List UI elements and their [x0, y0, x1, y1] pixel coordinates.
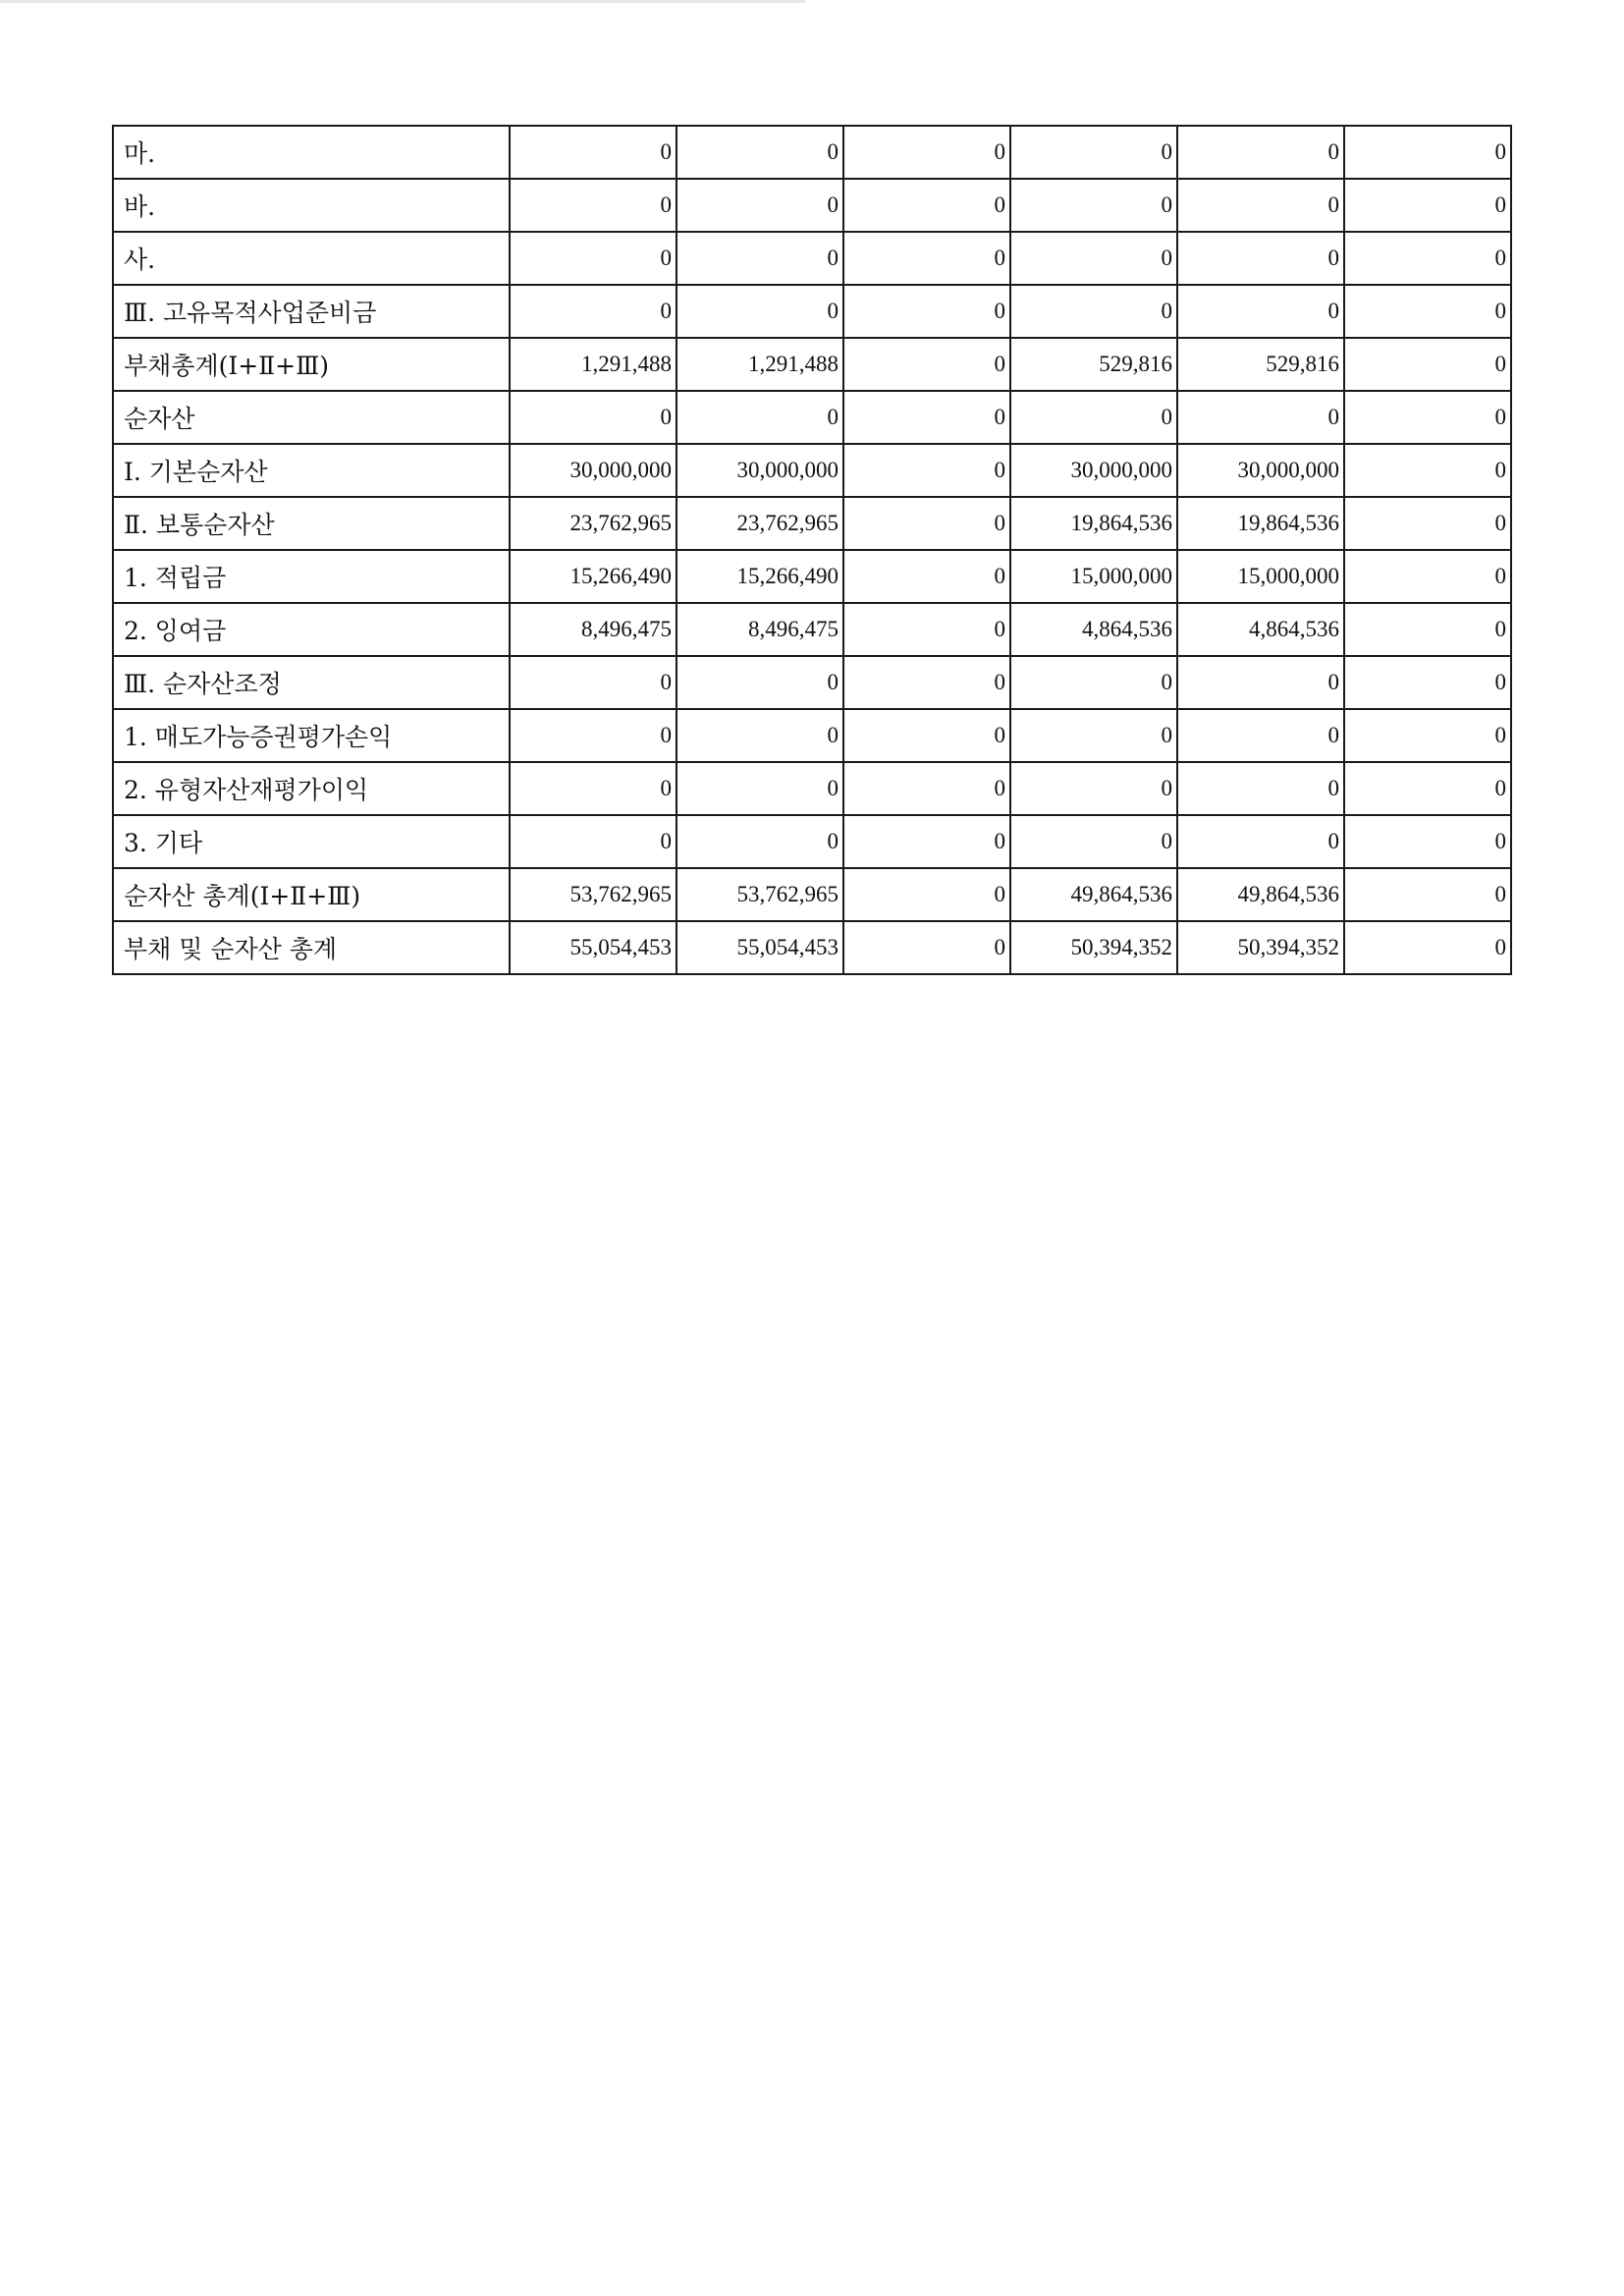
amount-cell: 1,291,488 [510, 338, 677, 391]
row-label: 부채총계(Ⅰ+Ⅱ+Ⅲ) [113, 338, 510, 391]
amount-cell: 15,000,000 [1010, 550, 1177, 603]
amount-cell: 529,816 [1010, 338, 1177, 391]
amount-cell: 0 [843, 656, 1010, 709]
amount-cell: 0 [843, 603, 1010, 656]
table-row [113, 709, 1511, 762]
table-row [113, 656, 1511, 709]
table-row [113, 444, 1511, 497]
amount-cell: 50,394,352 [1177, 921, 1344, 974]
row-label: 순자산 [113, 391, 510, 444]
amount-cell: 0 [843, 921, 1010, 974]
amount-cell: 30,000,000 [1010, 444, 1177, 497]
row-label: 바. [113, 179, 510, 232]
table-row [113, 550, 1511, 603]
amount-cell: 0 [1344, 126, 1511, 179]
amount-cell: 0 [843, 338, 1010, 391]
amount-cell: 0 [677, 815, 843, 868]
amount-cell: 0 [677, 391, 843, 444]
amount-cell: 0 [1344, 709, 1511, 762]
row-label: 2. 유형자산재평가이익 [113, 762, 510, 815]
table-row [113, 126, 1511, 179]
amount-cell: 15,266,490 [510, 550, 677, 603]
amount-cell: 0 [843, 868, 1010, 921]
amount-cell: 0 [510, 179, 677, 232]
amount-cell: 19,864,536 [1010, 497, 1177, 550]
amount-cell: 0 [677, 126, 843, 179]
amount-cell: 0 [1344, 868, 1511, 921]
table-row [113, 232, 1511, 285]
amount-cell: 0 [677, 285, 843, 338]
amount-cell: 0 [1344, 550, 1511, 603]
amount-cell: 0 [510, 285, 677, 338]
amount-cell: 8,496,475 [510, 603, 677, 656]
row-label: 사. [113, 232, 510, 285]
amount-cell: 0 [843, 497, 1010, 550]
row-label: Ⅰ. 기본순자산 [113, 444, 510, 497]
table-row [113, 391, 1511, 444]
amount-cell: 0 [1177, 391, 1344, 444]
amount-cell: 0 [843, 815, 1010, 868]
row-label: 1. 적립금 [113, 550, 510, 603]
table-row [113, 868, 1511, 921]
amount-cell: 0 [843, 391, 1010, 444]
amount-cell: 0 [843, 550, 1010, 603]
row-label: 1. 매도가능증권평가손익 [113, 709, 510, 762]
amount-cell: 0 [677, 709, 843, 762]
amount-cell: 0 [1010, 285, 1177, 338]
scan-page-edge [0, 0, 805, 3]
amount-cell: 19,864,536 [1177, 497, 1344, 550]
amount-cell: 0 [510, 126, 677, 179]
amount-cell: 0 [843, 285, 1010, 338]
amount-cell: 23,762,965 [510, 497, 677, 550]
amount-cell: 55,054,453 [677, 921, 843, 974]
amount-cell: 0 [510, 232, 677, 285]
amount-cell: 4,864,536 [1010, 603, 1177, 656]
amount-cell: 30,000,000 [1177, 444, 1344, 497]
amount-cell: 0 [1344, 656, 1511, 709]
amount-cell: 30,000,000 [510, 444, 677, 497]
amount-cell: 0 [510, 709, 677, 762]
amount-cell: 0 [843, 179, 1010, 232]
amount-cell: 0 [1344, 391, 1511, 444]
amount-cell: 0 [1010, 815, 1177, 868]
amount-cell: 49,864,536 [1177, 868, 1344, 921]
amount-cell: 0 [843, 444, 1010, 497]
table-row [113, 762, 1511, 815]
amount-cell: 0 [1177, 709, 1344, 762]
table-row [113, 285, 1511, 338]
amount-cell: 30,000,000 [677, 444, 843, 497]
amount-cell: 0 [510, 656, 677, 709]
amount-cell: 0 [1177, 232, 1344, 285]
amount-cell: 0 [1010, 762, 1177, 815]
amount-cell: 55,054,453 [510, 921, 677, 974]
amount-cell: 0 [510, 762, 677, 815]
table-row [113, 338, 1511, 391]
amount-cell: 0 [1344, 444, 1511, 497]
amount-cell: 0 [1177, 285, 1344, 338]
amount-cell: 0 [843, 232, 1010, 285]
amount-cell: 0 [1344, 285, 1511, 338]
amount-cell: 0 [1177, 762, 1344, 815]
amount-cell: 0 [1010, 126, 1177, 179]
amount-cell: 0 [1010, 709, 1177, 762]
amount-cell: 0 [843, 126, 1010, 179]
balance-sheet-body [113, 126, 1511, 974]
amount-cell: 0 [1177, 815, 1344, 868]
amount-cell: 0 [843, 709, 1010, 762]
row-label: Ⅲ. 순자산조정 [113, 656, 510, 709]
table-row [113, 497, 1511, 550]
row-label: 2. 잉여금 [113, 603, 510, 656]
amount-cell: 0 [1010, 391, 1177, 444]
amount-cell: 0 [677, 656, 843, 709]
amount-cell: 53,762,965 [510, 868, 677, 921]
amount-cell: 23,762,965 [677, 497, 843, 550]
row-label: 부채 및 순자산 총계 [113, 921, 510, 974]
row-label: Ⅱ. 보통순자산 [113, 497, 510, 550]
amount-cell: 8,496,475 [677, 603, 843, 656]
amount-cell: 0 [677, 179, 843, 232]
row-label: 순자산 총계(Ⅰ+Ⅱ+Ⅲ) [113, 868, 510, 921]
amount-cell: 50,394,352 [1010, 921, 1177, 974]
amount-cell: 0 [1177, 179, 1344, 232]
row-label: Ⅲ. 고유목적사업준비금 [113, 285, 510, 338]
amount-cell: 49,864,536 [1010, 868, 1177, 921]
amount-cell: 0 [1177, 656, 1344, 709]
amount-cell: 15,000,000 [1177, 550, 1344, 603]
amount-cell: 0 [510, 815, 677, 868]
table-row [113, 179, 1511, 232]
row-label: 마. [113, 126, 510, 179]
balance-sheet-table [112, 125, 1512, 975]
amount-cell: 0 [1010, 232, 1177, 285]
amount-cell: 0 [1344, 179, 1511, 232]
amount-cell: 0 [1344, 762, 1511, 815]
amount-cell: 0 [677, 762, 843, 815]
amount-cell: 0 [1344, 232, 1511, 285]
amount-cell: 15,266,490 [677, 550, 843, 603]
amount-cell: 4,864,536 [1177, 603, 1344, 656]
amount-cell: 0 [1010, 656, 1177, 709]
table-row [113, 603, 1511, 656]
amount-cell: 0 [1344, 338, 1511, 391]
table-row [113, 921, 1511, 974]
amount-cell: 1,291,488 [677, 338, 843, 391]
table-row [113, 815, 1511, 868]
amount-cell: 0 [1344, 603, 1511, 656]
amount-cell: 0 [843, 762, 1010, 815]
amount-cell: 0 [1177, 126, 1344, 179]
amount-cell: 0 [1344, 497, 1511, 550]
amount-cell: 529,816 [1177, 338, 1344, 391]
amount-cell: 0 [510, 391, 677, 444]
amount-cell: 0 [677, 232, 843, 285]
amount-cell: 0 [1010, 179, 1177, 232]
amount-cell: 0 [1344, 921, 1511, 974]
amount-cell: 53,762,965 [677, 868, 843, 921]
amount-cell: 0 [1344, 815, 1511, 868]
row-label: 3. 기타 [113, 815, 510, 868]
